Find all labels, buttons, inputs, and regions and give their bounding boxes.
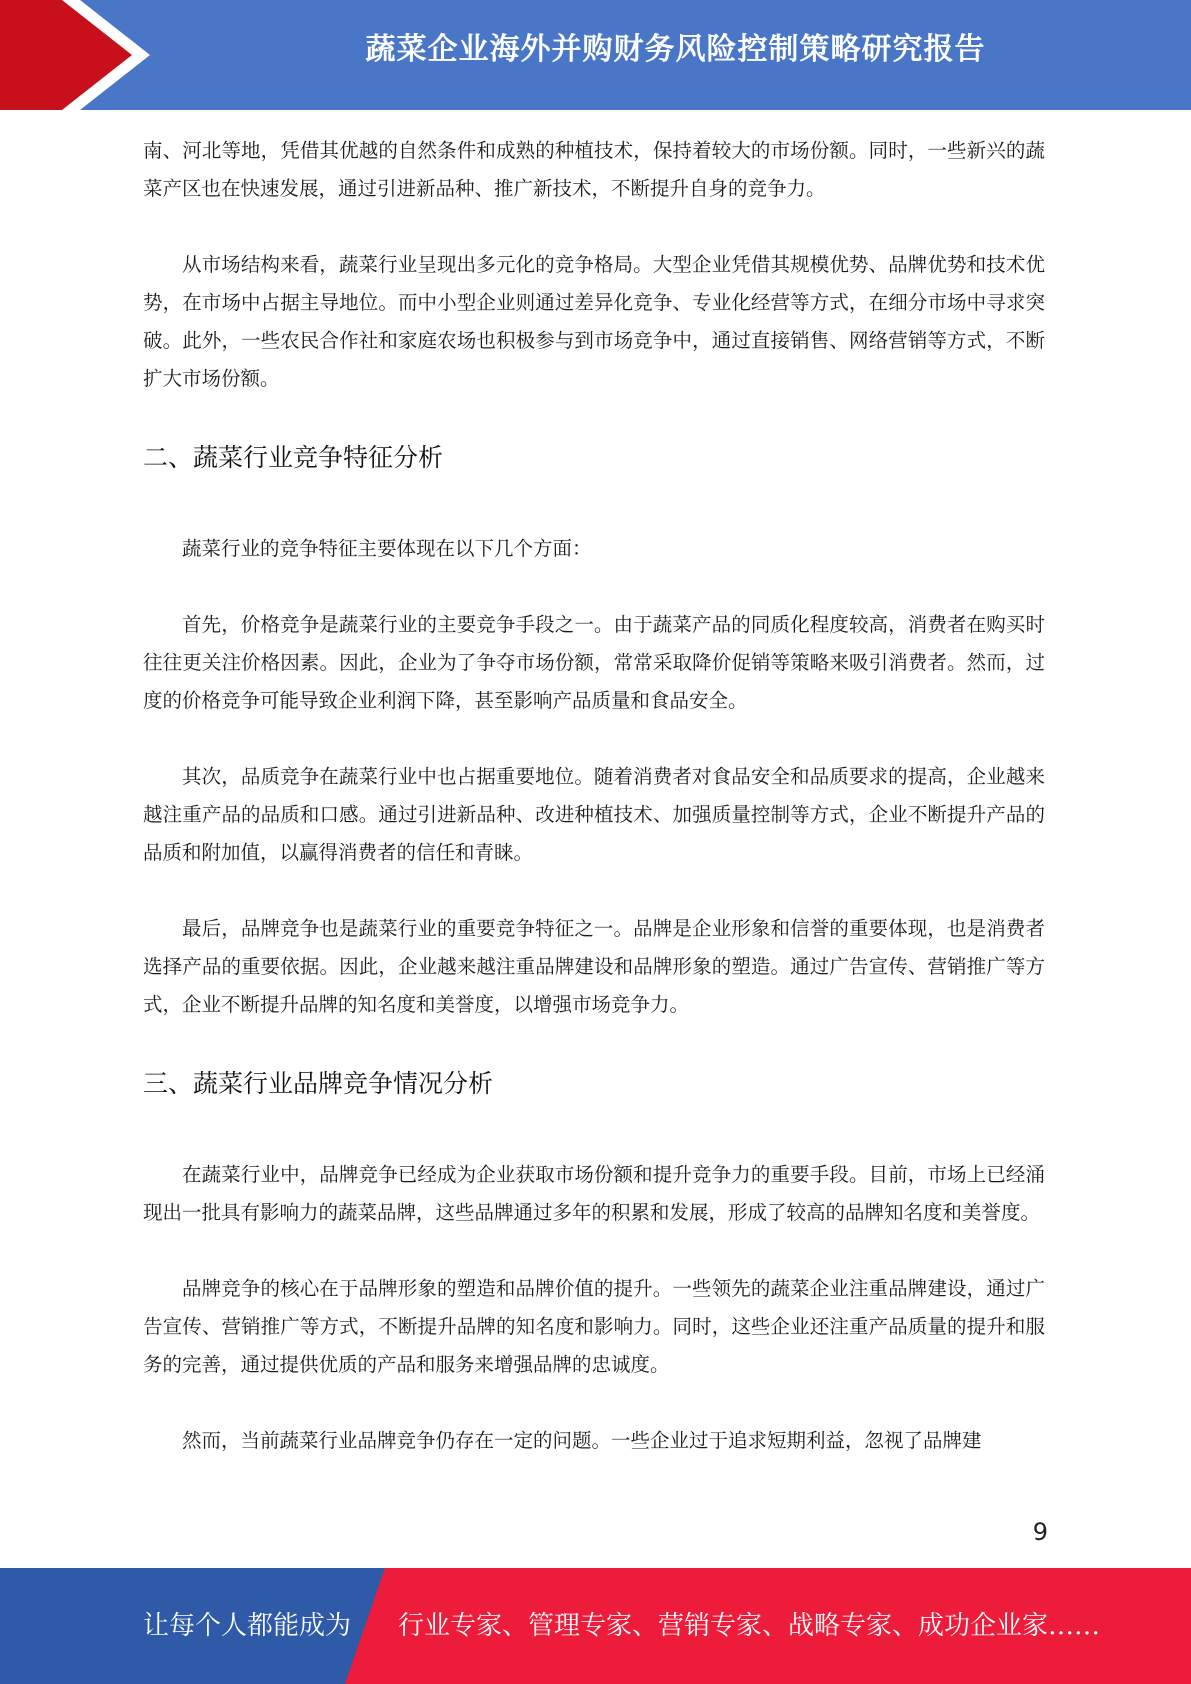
section-heading: 二、蔬菜行业竞争特征分析: [143, 443, 444, 472]
paragraph: 南、河北等地，凭借其优越的自然条件和成熟的种植技术，保持着较大的市场份额。同时，一些新兴的蔬菜产区也在快速发展，通过引进新品种、推广新技术，不断提升自身的竞争力。: [143, 139, 1045, 200]
page-header: [0, 0, 1191, 110]
header-arrow-decoration: [0, 0, 150, 110]
footer-slogan-right: 行业专家、管理专家、营销专家、战略专家、成功企业家……: [398, 1611, 1101, 1641]
section-heading: 三、蔬菜行业品牌竞争情况分析: [143, 1069, 494, 1098]
paragraph: 在蔬菜行业中，品牌竞争已经成为企业获取市场份额和提升竞争力的重要手段。目前，市场上已经涌现出一批具有影响力的蔬菜品牌，这些品牌通过多年的积累和发展，形成了较高的品牌知名度和美誉度。: [143, 1163, 1045, 1224]
paragraph: 然而，当前蔬菜行业品牌竞争仍存在一定的问题。一些企业过于追求短期利益，忽视了品牌建: [182, 1429, 982, 1452]
paragraph: 蔬菜行业的竞争特征主要体现在以下几个方面：: [182, 537, 592, 560]
page-number: 9: [1032, 1518, 1048, 1546]
page-content: [143, 132, 1045, 1460]
page-footer: [0, 1568, 1191, 1684]
paragraph: 品牌竞争的核心在于品牌形象的塑造和品牌价值的提升。一些领先的蔬菜企业注重品牌建设，通过广告宣传、营销推广等方式，不断提升品牌的知名度和影响力。同时，这些企业还注重产品质量的提升和服务的完善，通过提供优质的产品和服务来增强品牌的忠诚度。: [143, 1277, 1045, 1376]
footer-slogan-left: 让每个人都能成为: [143, 1611, 352, 1641]
paragraph: 从市场结构来看，蔬菜行业呈现出多元化的竞争格局。大型企业凭借其规模优势、品牌优势和技术优势，在市场中占据主导地位。而中小型企业则通过差异化竞争、专业化经营等方式，在细分市场中寻求突破。此外，一些农民合作社和家庭农场也积极参与到市场竞争中，通过直接销售、网络营销等方式，不断扩大市场份额。: [143, 253, 1045, 390]
paragraph: 其次，品质竞争在蔬菜行业中也占据重要地位。随着消费者对食品安全和品质要求的提高，企业越来越注重产品的品质和口感。通过引进新品种、改进种植技术、加强质量控制等方式，企业不断提升产品的品质和附加值，以赢得消费者的信任和青睐。: [143, 765, 1045, 864]
paragraph: 最后，品牌竞争也是蔬菜行业的重要竞争特征之一。品牌是企业形象和信誉的重要体现，也是消费者选择产品的重要依据。因此，企业越来越注重品牌建设和品牌形象的塑造。通过广告宣传、营销推广等方式，企业不断提升品牌的知名度和美誉度，以增强市场竞争力。: [143, 917, 1045, 1016]
paragraph: 首先，价格竞争是蔬菜行业的主要竞争手段之一。由于蔬菜产品的同质化程度较高，消费者在购买时往往更关注价格因素。因此，企业为了争夺市场份额，常常采取降价促销等策略来吸引消费者。然而，过度的价格竞争可能导致企业利润下降，甚至影响产品质量和食品安全。: [143, 613, 1045, 712]
document-title: 蔬菜企业海外并购财务风险控制策略研究报告: [365, 32, 986, 67]
